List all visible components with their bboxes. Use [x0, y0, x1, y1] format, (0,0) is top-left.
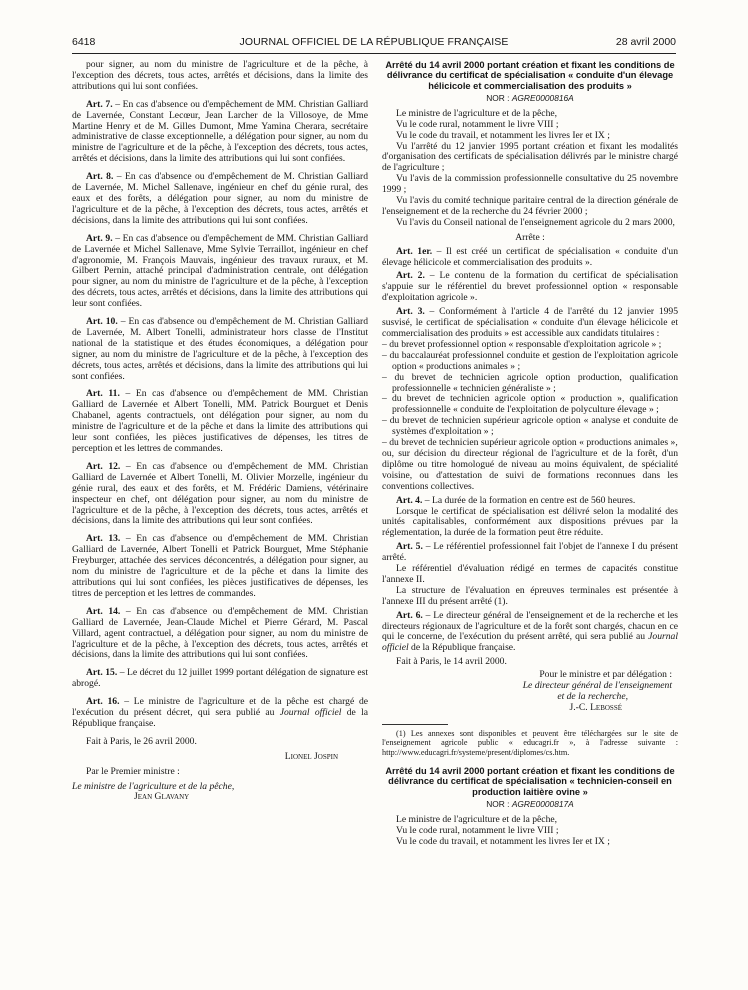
- arrete-title-2: Arrêté du 14 avril 2000 portant création et fixant les conditions de délivrance du certificat de spécialisation « technicien-conseil en production laitière ovine »: [385, 766, 675, 797]
- journal-officiel-ref: Journal officiel: [382, 631, 678, 654]
- article-text: – En cas d'absence ou d'empêchement de MM. Christian Galliard de Lavernée, Jean-Claude Michel et Pierre Gérard, M. Pascal Villard, agent contractuel, a délégation pour signer, au nom du ministre de l'agriculture et de la pêche, à l'exception des décrets, tous actes, arrêtés et décisions, dans la limite des attributions qui lui sont confiées.: [72, 605, 368, 661]
- list-item: – du baccalauréat professionnel conduite et gestion de l'exploitation agricole option « productions animales » ;: [382, 349, 678, 372]
- header-rule: [72, 53, 676, 54]
- visa-line: Le ministre de l'agriculture et de la pêche,: [396, 107, 558, 119]
- minister-title: Le ministre de l'agriculture et de la pêche,: [72, 780, 235, 792]
- article-10: [72, 317, 368, 382]
- arrete-title-1: Arrêté du 14 avril 2000 portant création et fixant les conditions de délivrance du certificat de spécialisation « conduite d'un élevage hélicicole et commercialisation des produits »: [385, 60, 675, 91]
- article-label: Art. 1er.: [396, 245, 433, 257]
- article-text: – En cas d'absence ou d'empêchement de MM. Christian Galliard de Lavernée et Albert Tonelli, M. Olivier Morzelle, ingénieur du génie rural, des eaux et des forêts, et M. Frédéric Damiens, vétérinaire inspecteur en chef, ont délégation pour signer, au nom du ministre de l'agriculture et de la pêche, à l'exception des décrets, tous actes, arrêtés et décisions, dans la limite des attributions qui leur sont confiées.: [72, 460, 368, 527]
- list-item: – du brevet de technicien supérieur agricole option « analyse et conduite de systèmes d'exploitation » ;: [382, 415, 678, 438]
- article-label: Art. 14.: [86, 605, 121, 617]
- article-label: Art. 8.: [86, 171, 114, 183]
- article-2: [382, 271, 678, 304]
- nor-label: NOR :: [486, 92, 512, 103]
- article-text: – En cas d'absence ou d'empêchement de MM. Christian Galliard de Lavernée, Constant Lecœur, Jean Larcher de la Villosoye, de Mme Martine Henry et de M. Gilles Dumont, Mme Yamina Cherara, secrétaire administrative de classe exceptionnelle, a délégation pour signer, au nom du ministre de l'agriculture et de la pêche, à l'exception des décrets, tous actes, arrêtés et décisions, dans la limite des attributions qui lui sont confiées.: [72, 98, 368, 165]
- article-text-end: de la République française.: [408, 642, 516, 654]
- footnote: (1) Les annexes sont disponibles et peuvent être téléchargées sur le site de l'enseignement agricole public « educagri.fr », à l'adresse suivante : http://www.educagri.fr/systeme/present/diplomes/cs.htm.: [382, 728, 678, 757]
- nor-code: AGRE0000817A: [511, 798, 574, 809]
- arrete-heading: Arrête :: [515, 231, 545, 243]
- nor-label: NOR :: [486, 798, 512, 809]
- article-label: Art. 7.: [86, 98, 113, 110]
- article-text: – En cas d'absence ou d'empêchement de M. Christian Galliard de Lavernée, M. Albert Tonelli, administrateur hors classe de l'Institut national de la statistique et des études économiques, a délégation pour signer, au nom du ministre de l'agriculture et de la pêche, à l'exception des décrets, tous actes, arrêtés et décisions, dans la limite des attributions qui lui sont confiées.: [72, 316, 369, 382]
- journal-title: JOURNAL OFFICIEL DE LA RÉPUBLIQUE FRANÇAISE: [239, 36, 509, 48]
- director-title: Le directeur général de l'enseignement: [522, 680, 672, 692]
- article-3: [382, 307, 678, 340]
- fait-a-paris: Fait à Paris, le 14 avril 2000.: [396, 656, 507, 668]
- article-label: Art. 15.: [86, 667, 118, 679]
- article-text: – Le référentiel professionnel fait l'objet de l'annexe I du présent arrêté.: [382, 541, 678, 564]
- director-title-2: et de la recherche,: [557, 691, 628, 703]
- article-text: – En cas d'absence ou d'empêchement de M. Christian Galliard de Lavernée, M. Michel Sallenave, ingénieur en chef du génie rural, des eaux et des forêts, a délégation pour signer, au nom du ministre de l'agriculture et de la pêche, à l'exception des décrets, tous actes, arrêtés et décisions, dans la limite des attributions qui lui sont confiées.: [72, 171, 369, 226]
- article-text: – La durée de la formation en centre est de 560 heures.: [422, 494, 636, 506]
- visa-line: Vu l'arrêté du 12 janvier 1995 portant création et fixant les modalités d'organisation des certificats de spécialisation délivrés par le ministre chargé de l'agriculture ;: [382, 140, 678, 174]
- article-11: [72, 389, 368, 454]
- article-label: Art. 6.: [396, 609, 423, 621]
- article-14: [72, 607, 368, 662]
- article-5-paragraph: Le référentiel d'évaluation rédigé en termes de capacités constitue l'annexe II.: [382, 563, 678, 585]
- visa-line: Vu le code rural, notamment le livre VIII ;: [396, 824, 559, 836]
- article-15: [72, 668, 368, 690]
- article-text: – Le décret du 12 juillet 1999 portant délégation de signature est abrogé.: [72, 667, 368, 690]
- visa-line: Vu le code rural, notamment le livre VIII ;: [396, 118, 559, 130]
- article-text: – Le directeur général de l'enseignement et de la recherche et les directeurs régionaux de l'agriculture et de la forêt sont chargés, chacun en ce qui le concerne, de l'exécution du présent arrêté, qui sera publié au: [382, 609, 679, 643]
- list-item: – du brevet de technicien supérieur agricole option « productions animales »,: [382, 437, 678, 449]
- article-9: [72, 234, 368, 310]
- article-text: – En cas d'absence ou d'empêchement de MM. Christian Galliard de Lavernée, Albert Tonelli et Patrick Bourguet, Mme Stéphanie Freyburger, attachée des services déconcentrés, a délégation pour signer, au nom du ministre de l'agriculture et de la pêche et dans la limite des attributions qui lui sont confiées, les pièces justificatives de dépenses, les titres de perception et les lettres de commandes.: [72, 533, 368, 599]
- nor-reference-2: [382, 799, 678, 810]
- page-header: [72, 36, 676, 52]
- article-8: [72, 172, 368, 227]
- article-5-paragraph: La structure de l'évaluation en épreuves terminales est présentée à l'annexe III du présent arrêté (1).: [382, 584, 678, 607]
- decree-continuation: pour signer, au nom du ministre de l'agriculture et de la pêche, à l'exception des décrets, tous actes, arrêtés et décisions, dans la limite des attributions qui lui sont confiées.: [72, 59, 368, 92]
- article-text: – En cas d'absence ou d'empêchement de MM. Christian Galliard de Lavernée et Michel Sallenave, Mme Sylvie Terraillot, ingénieur en chef d'agronomie, M. François Mauvais, ingénieur des travaux ruraux, et M. Gilbert Pernin, attaché principal d'administration centrale, ont délégation pour signer, au nom du ministre de l'agriculture et de la pêche, à l'exception des décrets, tous actes, arrêtés et décisions, dans la limite des attributions qui leur sont confiées.: [72, 232, 368, 310]
- article-6: [382, 611, 678, 655]
- article-label: Art. 11.: [86, 388, 120, 400]
- left-column: [72, 60, 368, 803]
- signatory-name: Lionel Jospin: [284, 750, 338, 762]
- article-4: [382, 496, 678, 507]
- article-4-paragraph: Lorsque le certificat de spécialisation est délivré selon la modalité des unités capitalisables, conformément aux dispositions prévues par la réglementation, la durée de la formation peut être réduite.: [382, 505, 678, 539]
- fait-a-paris: Fait à Paris, le 26 avril 2000.: [86, 735, 197, 747]
- article-text: – Il est créé un certificat de spécialisation « conduite d'un élevage hélicicole et commercialisation des produits ».: [382, 245, 678, 268]
- nor-reference-1: [382, 93, 678, 104]
- page-number: 6418: [72, 36, 96, 48]
- article-label: Art. 5.: [396, 541, 423, 553]
- article-5: [382, 542, 678, 564]
- article-text: – Le contenu de la formation du certificat de spécialisation s'appuie sur le référentiel du brevet professionnel option « responsable d'exploitation agricole ».: [382, 270, 679, 304]
- visa-line: Vu l'avis du comité technique paritaire central de la direction générale de l'enseignement et de la recherche du 24 février 2000 ;: [382, 195, 678, 217]
- list-item: – du brevet de technicien agricole option « production », qualification professionnelle « conduite de l'exploitation de polyculture élevage » ;: [382, 393, 678, 416]
- visa-line: Vu l'avis du Conseil national de l'enseignement agricole du 2 mars 2000,: [396, 216, 675, 228]
- article-text-end: de la République française.: [72, 707, 369, 729]
- article-13: [72, 534, 368, 599]
- article-text: – En cas d'absence ou d'empêchement de MM. Christian Galliard de Lavernée et Albert Tonelli, MM. Patrick Bourguet et Denis Chabanel, agents contractuels, ont délégation pour signer, au nom du ministre de l'agriculture et de la pêche et dans la limite des attributions qui leur sont confiées, les pièces justificatives de dépenses, les titres de perception et les lettres de commandes.: [72, 388, 368, 454]
- article-text: – Le ministre de l'agriculture et de la pêche est chargé de l'exécution du présent décret, qui sera publié au: [72, 696, 369, 719]
- article-label: Art. 2.: [396, 270, 425, 282]
- article-7: [72, 100, 368, 165]
- list-item: – du brevet professionnel option « responsable d'exploitation agricole » ;: [382, 338, 662, 350]
- nor-code: AGRE0000816A: [511, 92, 574, 103]
- visa-line: Vu le code du travail, et notamment les livres Ier et IX ;: [396, 835, 610, 847]
- pour-le-ministre: Pour le ministre et par délégation :: [539, 669, 672, 681]
- journal-officiel-ref: Journal officiel: [279, 707, 342, 719]
- article-label: Art. 12.: [86, 460, 121, 472]
- visas-block-2: [382, 815, 678, 848]
- visa-line: Vu l'avis de la commission professionnelle consultative du 25 novembre 1999 ;: [382, 173, 678, 196]
- right-column: [382, 60, 678, 848]
- article-text: – Conformément à l'article 4 de l'arrêté du 12 janvier 1995 susvisé, le certificat de spécialisation « conduite d'un élevage hélicicole et commercialisation des produits » est accessible aux candidats titulaires :: [382, 306, 679, 340]
- par-le-premier-ministre: Par le Premier ministre :: [86, 765, 180, 777]
- article-label: Art. 3.: [396, 306, 425, 318]
- article-label: Art. 9.: [86, 232, 113, 244]
- article-label: Art. 16.: [86, 696, 120, 708]
- director-name: J.-C. Lebossé: [569, 701, 622, 713]
- article-label: Art. 4.: [396, 494, 423, 506]
- article-1: [382, 247, 678, 269]
- footnote-rule: [382, 724, 448, 725]
- article-16: [72, 697, 368, 730]
- article-12: [72, 462, 368, 527]
- visa-line: Le ministre de l'agriculture et de la pêche,: [396, 813, 558, 825]
- minister-name: Jean Glavany: [134, 791, 190, 803]
- article-label: Art. 10.: [86, 316, 118, 328]
- issue-date: 28 avril 2000: [615, 36, 676, 48]
- article-3-closing: ou, sur décision du directeur régional de l'agriculture et de la forêt, d'un diplôme ou titre homologué de niveau au moins équivalent, de spécialité voisine, ou d'attestation de suivi de formations reconnues dans les conventions collectives.: [382, 447, 678, 492]
- visas-block-1: [382, 109, 678, 229]
- list-item: – du brevet de technicien agricole option production, qualification professionnelle « technicien généraliste » ;: [382, 371, 678, 394]
- article-label: Art. 13.: [86, 533, 121, 545]
- visa-line: Vu le code du travail, et notamment les livres Ier et IX ;: [396, 129, 610, 141]
